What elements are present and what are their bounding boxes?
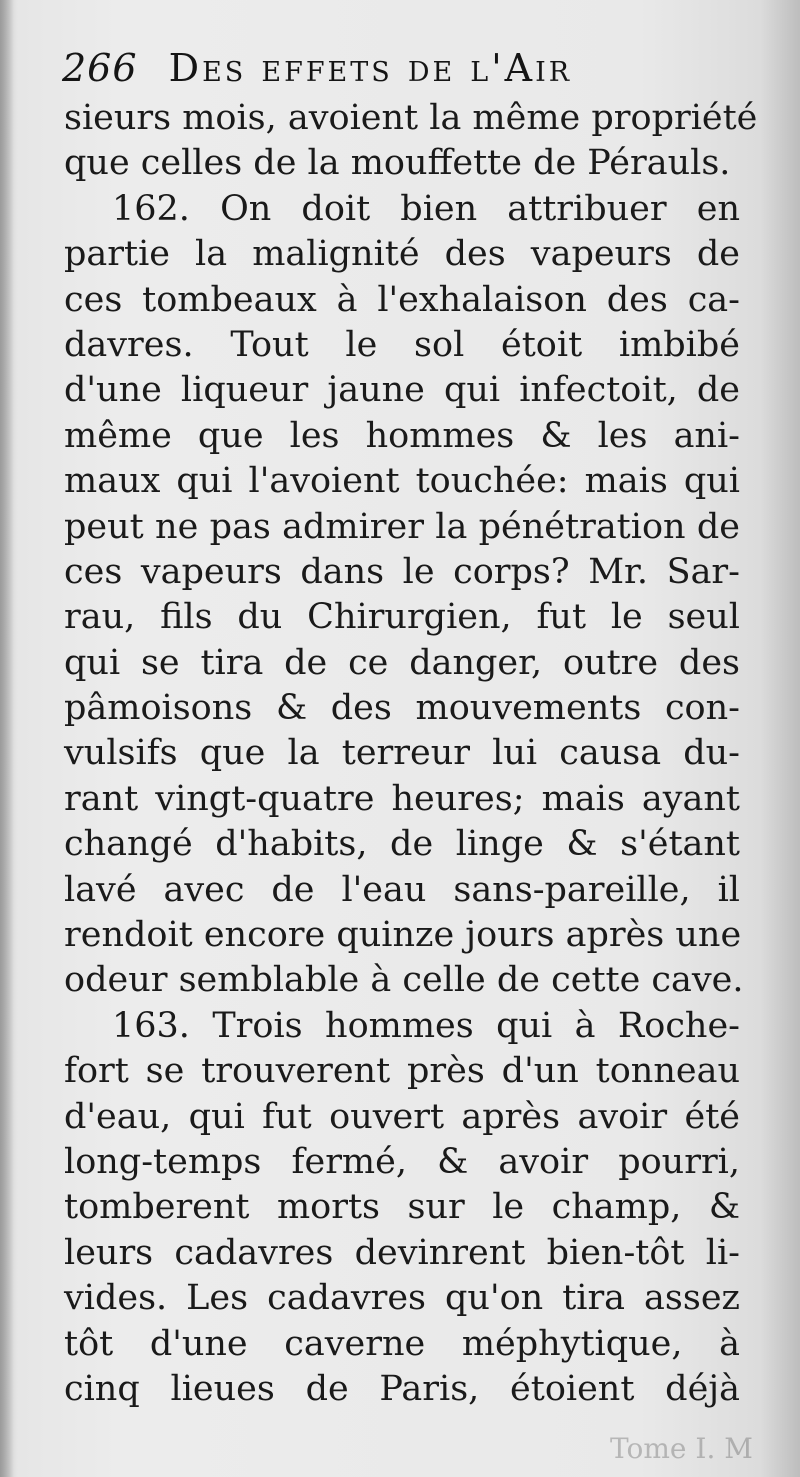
text-line: leurs cadavres devinrent bien-tôt li- xyxy=(64,1232,740,1273)
text-line: davres. Tout le sol étoit imbibé xyxy=(64,324,740,365)
text-line: rau, fils du Chirurgien, fut le seul xyxy=(64,597,740,638)
text-line: ces vapeurs dans le corps? Mr. Sar- xyxy=(64,551,740,592)
text-line: tôt d'une caverne méphytique, à xyxy=(64,1323,740,1364)
text-line: d'eau, qui fut ouvert après avoir été xyxy=(64,1096,740,1137)
text-line: même que les hommes & les ani- xyxy=(64,415,740,456)
page-number: 266 xyxy=(62,46,138,90)
text-line: cinq lieues de Paris, étoient déjà xyxy=(64,1368,740,1409)
page-body xyxy=(64,96,758,1412)
running-header xyxy=(62,46,732,96)
text-line: fort se trouverent près d'un tonneau xyxy=(64,1051,740,1092)
text-line: pâmoisons & des mouvements con- xyxy=(64,688,740,729)
text-line: qui se tira de ce danger, outre des xyxy=(64,642,740,683)
text-line: peut ne pas admirer la pénétration de xyxy=(64,506,740,547)
text-line: rendoit encore quinze jours après une xyxy=(64,915,742,956)
paragraph-start-162: 162. On doit bien attribuer en xyxy=(112,188,740,229)
text-line: sieurs mois, avoient la même propriété xyxy=(64,98,758,138)
text-line: que celles de la mouffette de Pérauls. xyxy=(64,143,731,184)
text-line: tomberent morts sur le champ, & xyxy=(64,1187,740,1228)
text-line: maux qui l'avoient touchée: mais qui xyxy=(64,461,740,502)
text-line: lavé avec de l'eau sans-pareille, il xyxy=(64,869,740,910)
text-line: odeur semblable à celle de cette cave. xyxy=(64,960,744,1001)
running-title: Des effets de l'Air xyxy=(168,46,573,90)
text-line: partie la malignité des vapeurs de xyxy=(64,234,740,275)
signature-mark: Tome I. M xyxy=(610,1432,753,1465)
text-line: rant vingt-quatre heures; mais ayant xyxy=(64,778,740,819)
text-line: vulsifs que la terreur lui causa du- xyxy=(64,733,740,774)
text-line: changé d'habits, de linge & s'étant xyxy=(64,824,740,865)
text-line: ces tombeaux à l'exhalaison des ca- xyxy=(64,279,740,320)
text-line: d'une liqueur jaune qui infectoit, de xyxy=(64,370,740,411)
paragraph-start-163: 163. Trois hommes qui à Roche- xyxy=(112,1005,740,1046)
gutter-shadow xyxy=(0,0,14,1477)
text-line: vides. Les cadavres qu'on tira assez xyxy=(64,1278,740,1319)
text-line: long-temps fermé, & avoir pourri, xyxy=(64,1141,740,1182)
